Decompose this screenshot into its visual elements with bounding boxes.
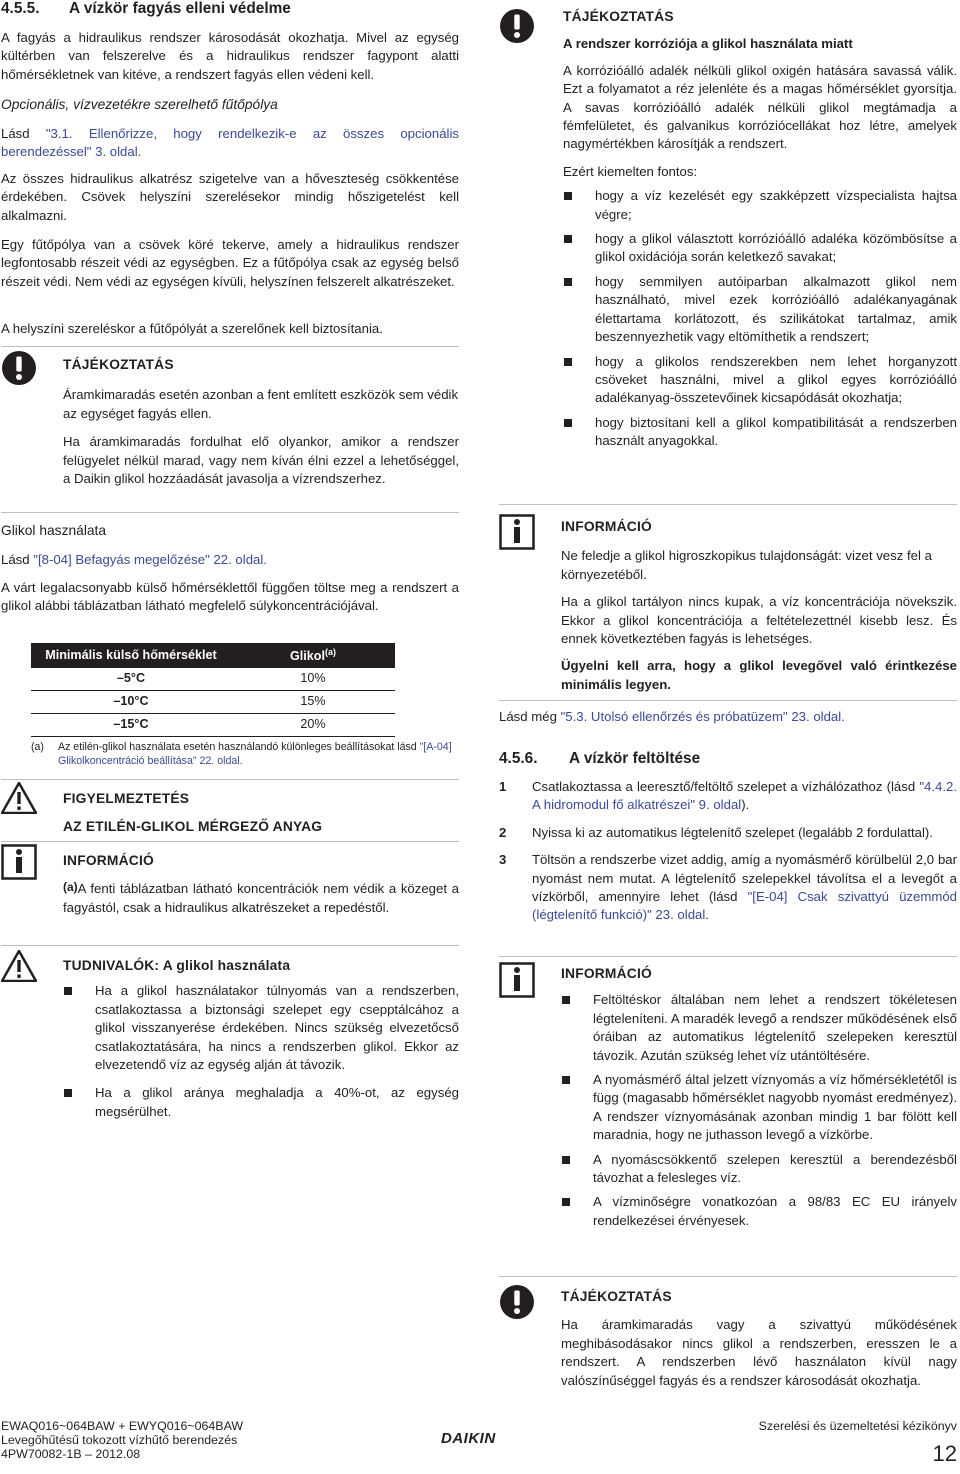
footer-product: Levegőhűtésű tokozott vízhűtő berendezés bbox=[1, 1433, 238, 1447]
section-number: 4.5.6. bbox=[499, 750, 538, 767]
table-header-temperature: Minimális külső hőmérséklet bbox=[31, 643, 231, 667]
warning-triangle-icon bbox=[1, 950, 37, 987]
notice-title: TÁJÉKOZTATÁS bbox=[63, 357, 174, 372]
notice-paragraph-2: Ha áramkimaradás fordulhat elő olyankor, amikor a rendszer felügyelet nélkül marad, vagy nem kíván élni ezzel a lehetőséggel, a Daikin glikol hozzáadását javasolja a vízrendszerhez. bbox=[63, 434, 459, 487]
table-row: –5°C 10% bbox=[31, 667, 395, 690]
warning-triangle-icon bbox=[1, 782, 37, 819]
divider bbox=[1, 841, 459, 842]
section-title: A vízkör fagyás elleni védelme bbox=[69, 0, 291, 17]
list-item: hogy a glikolos rendszerekben nem lehet horganyzott csöveket használni, mivel a glikol egyes korrózióálló adalékanyag-összetevőinek kicsapódását okozhatja; bbox=[563, 353, 957, 408]
see-reference-2: Lásd "[8-04] Befagyás megelőzése" 22. oldal. bbox=[1, 552, 267, 567]
link-freeze-protection[interactable]: "[8-04] Befagyás megelőzése" 22. oldal. bbox=[33, 552, 267, 567]
link-hydro-module[interactable]: "4.4.2. A hidromodul fő alkatrészei" 9. oldal bbox=[532, 779, 957, 813]
see-reference-3: Lásd még "5.3. Utolsó ellenőrzés és próbatüzem" 23. oldal. bbox=[499, 709, 845, 724]
info-concentration bbox=[1, 844, 459, 917]
info-icon bbox=[1, 844, 37, 885]
divider bbox=[1, 512, 459, 513]
list-item: A nyomásmérő által jelzett víznyomás a víz hőmérsékletétől is függ (magasabb hőmérséklet nagyobb nyomást eredményez). A rendszer víznyomásának azonban mindig 1 bar fölött kell maradnia, hogy ne juthasson levegő a vízkörbe. bbox=[561, 1071, 957, 1145]
list-item: Ha a glikol aránya meghaladja a 40%-ot, az egység megsérülhet. bbox=[63, 1084, 459, 1121]
page-number: 12 bbox=[932, 1441, 957, 1466]
expected-temperature-paragraph: A várt legalacsonyabb külső hőmérséklettől függően töltse meg a rendszert a glikol alábbi táblázatban látható megfelelő súlykoncentrációjával. bbox=[1, 580, 459, 614]
footer-manual: Szerelési és üzemeltetési kézikönyv bbox=[758, 1419, 957, 1433]
link-final-check[interactable]: "5.3. Utolsó ellenőrzés és próbatüzem" 23. oldal. bbox=[560, 709, 845, 724]
notice-paragraph: A korrózióálló adalék nélküli glikol oxigén hatására savassá válik. Ezt a folyamatot a réz jelenléte és a magas hőmérséklet gyorsítja. A savas korrózióálló adalék nélküli glikol megtámadja a fémfelületet, és galvanikus korróziócellákat hoz létre, amelyek nagymértékben károsítják a rendszert. bbox=[563, 62, 957, 152]
daikin-logo: DAIKIN bbox=[441, 1430, 496, 1447]
list-item: hogy a glikol választott korrózióálló adaléka közömbösítse a glikol oxidációja során keletkező savakat; bbox=[563, 230, 957, 267]
warning-title: FIGYELMEZTETÉS bbox=[63, 791, 190, 806]
divider bbox=[499, 700, 957, 701]
footer-right bbox=[637, 1419, 957, 1469]
glycol-heading: Glikol használata bbox=[1, 523, 107, 538]
notice-paragraph: Ha áramkimaradás vagy a szivattyú működésének meghibásodásakor nincs glikol a rendszerben, eresszen le a rendszert. A rendszerben lévő használaton kívül nagy valószínűséggel fagyás és a rendszer károsodását okozhatja. bbox=[561, 1317, 957, 1388]
table-footnote: (a) Az etilén-glikol használata esetén használandó különleges beállításokat lásd "[A-04] Glikolkoncentráció beállítása" 22. oldal. bbox=[31, 741, 452, 767]
insulation-paragraph: Az összes hidraulikus alkatrész szigetelve van a hőveszteség csökkentése érdekében. Csövek helyszíni szerelésekor mindig hőszigetelést kell alkalmazni. bbox=[1, 171, 459, 223]
exclamation-icon bbox=[1, 350, 37, 391]
see-reference-1: Lásd "3.1. Ellenőrizze, hogy rendelkezik-e az összes opcionális berendezéssel" 3. oldal. bbox=[1, 126, 459, 160]
caution-glycol-use bbox=[1, 950, 459, 1121]
info-paragraph-3: Ügyelni kell arra, hogy a glikol levegővel való érintkezése minimális legyen. bbox=[561, 658, 957, 692]
fill-steps bbox=[499, 778, 957, 925]
page-footer bbox=[0, 1411, 960, 1474]
warning-subtitle: AZ ETILÉN-GLIKOL MÉRGEZŐ ANYAG bbox=[63, 819, 323, 835]
info-title: INFORMÁCIÓ bbox=[561, 966, 652, 981]
optional-heating-heading: Opcionális, vízvezetékre szerelhető fűtőpólya bbox=[1, 97, 278, 112]
footer-doc-id: 4PW70082-1B – 2012.08 bbox=[1, 1447, 141, 1461]
section-number: 4.5.5. bbox=[1, 0, 40, 17]
divider bbox=[499, 1276, 957, 1277]
table-row: –10°C 15% bbox=[31, 690, 395, 713]
list-item: A vízminőségre vonatkozóan a 98/83 EC EU irányelv rendelkezései érvényesek. bbox=[561, 1193, 957, 1230]
link-optional-equipment[interactable]: "3.1. Ellenőrizze, hogy rendelkezik-e az összes opcionális berendezéssel" 3. oldal. bbox=[1, 126, 459, 160]
notice-paragraph-1: Áramkimaradás esetén azonban a fent említett eszközök sem védik az egységet fagyás ellen. bbox=[63, 387, 459, 421]
notice-power-failure-drain bbox=[499, 1284, 957, 1390]
link-pump-only-mode[interactable]: "[E-04] Csak szivattyú üzemmód (légtelenítő funkció)" 23. oldal bbox=[532, 889, 958, 923]
notice-subtitle: A rendszer korróziója a glikol használata miatt bbox=[563, 36, 853, 52]
notice-title: TÁJÉKOZTATÁS bbox=[561, 1289, 672, 1304]
field-supply-paragraph: A helyszíni szereléskor a fűtőpólyát a szerelőnek kell biztosítania. bbox=[1, 321, 383, 336]
divider bbox=[1, 346, 459, 347]
footer-model: EWAQ016~064BAW + EWYQ016~064BAW bbox=[1, 1419, 244, 1433]
notice-corrosion bbox=[499, 8, 957, 451]
table-header-glycol: Glikol$^{(a)}$ bbox=[231, 643, 395, 667]
list-item: hogy biztosítani kell a glikol kompatibilitását a rendszerben használt anyagokkal. bbox=[563, 414, 957, 451]
section-heading-4-5-5 bbox=[1, 0, 459, 18]
intro-paragraph: A fagyás a hidraulikus rendszer károsodását okozhatja. Mivel az egység kültérben van felszerelve és a hidraulikus rendszer fagypont alatti hőmérsékletnek van kitéve, a rendszert fagyás ellen védeni kell. bbox=[1, 30, 459, 82]
notice-power-failure bbox=[1, 350, 459, 488]
exclamation-icon bbox=[499, 8, 535, 49]
divider bbox=[499, 956, 957, 957]
glycol-table bbox=[31, 643, 395, 737]
divider bbox=[1, 945, 459, 946]
info-paragraph-1: Ne feledje a glikol higroszkopikus tulajdonságát: vizet vesz fel a környezetéből. bbox=[561, 548, 932, 582]
notice-title: TÁJÉKOZTATÁS bbox=[563, 9, 674, 24]
info-title: INFORMÁCIÓ bbox=[63, 853, 154, 868]
info-icon bbox=[499, 514, 535, 555]
list-item: Feltöltéskor általában nem lehet a rendszert tökéletesen légteleníteni. A maradék levegő a rendszer működésének első óráiban az automatikus légtelenítő szelepeken keresztül távozik. Azután szükség lehet víz utántöltésére. bbox=[561, 991, 957, 1065]
info-paragraph-2: Ha a glikol tartályon nincs kupak, a víz koncentrációja növekszik. Ekkor a glikol koncentrációja a feltételezettnél kisebb lesz. És ennek következtében fagyás is lehetséges. bbox=[561, 594, 957, 647]
list-item: hogy a víz kezelését egy szakképzett vízspecialista hajtsa végre; bbox=[563, 187, 957, 224]
list-item: 1 Csatlakoztassa a leeresztő/feltöltő szelepet a vízhálózathoz (lásd "4.4.2. A hidromodul fő alkatrészei" 9. oldal). bbox=[499, 779, 957, 813]
list-item: A nyomáscsökkentő szelepen keresztül a berendezésből távozhat a felesleges víz. bbox=[561, 1151, 957, 1188]
caution-title: TUDNIVALÓK: A glikol használata bbox=[63, 958, 291, 973]
notice-lead: Ezért kiemelten fontos: bbox=[563, 163, 698, 179]
list-item: 3 Töltsön a rendszerbe vizet addig, amíg a nyomásmérő körülbelül 2,0 bar nyomást nem mutat. A légtelenítő szelepekkel távolítsa el a levegőt a vízkörből, amennyire lehet (lásd "[E-04] Csak szivattyú üzemmód (légtelenítő funkció)" 23. oldal. bbox=[499, 852, 958, 923]
heater-tape-paragraph: Egy fűtőpólya van a csövek köré tekerve, amely a hidraulikus rendszer legfontosabb részeit védi az egységben. Ez a fűtőpólya csak az egység belső részeit védi. Nem védi az egységen kívüli, helyszínen felszerelt alkatrészeket. bbox=[1, 237, 459, 289]
list-item: Ha a glikol használatakor túlnyomás van a rendszerben, csatlakoztassa a biztonsági szelepet egy csepptálcához a glikol visszanyerése érdekében. Nincs szükség elvezetőcső csatlakoztatására, ha nincs a rendszerben glikol. Ekkor az elvezetendő víz az egység alján át távozik. bbox=[63, 982, 459, 1074]
list-item: 2 Nyissa ki az automatikus légtelenítő szelepet (legalább 2 fordulattal). bbox=[499, 824, 933, 840]
divider bbox=[499, 504, 957, 505]
footer-left bbox=[1, 1419, 301, 1461]
link-glycol-concentration[interactable]: "[A-04] Glikolkoncentráció beállítása" 22. oldal. bbox=[58, 741, 452, 767]
info-title: INFORMÁCIÓ bbox=[561, 519, 652, 534]
section-title: A vízkör feltöltése bbox=[569, 750, 701, 767]
divider bbox=[1, 779, 459, 780]
info-icon bbox=[499, 962, 535, 1003]
info-paragraph: (a)A fenti táblázatban látható koncentrációk nem védik a közeget a fagyástól, csak a hidraulikus alkatrészeket a repedéstől. bbox=[63, 880, 459, 915]
warning-toxic bbox=[1, 782, 459, 837]
section-heading-4-5-6 bbox=[499, 750, 957, 768]
exclamation-icon bbox=[499, 1284, 535, 1325]
info-hygroscopic bbox=[499, 514, 957, 694]
info-filling bbox=[499, 962, 957, 1230]
table-row: –15°C 20% bbox=[31, 713, 395, 736]
list-item: hogy semmilyen autóiparban alkalmazott glikol nem használható, mivel ezek korrózióálló adalékanyagának élettartama korlátozott, és szilikátokat tartalmaz, amik beszennyezhetik vagy eltömíthetik a rendszert; bbox=[563, 273, 957, 347]
